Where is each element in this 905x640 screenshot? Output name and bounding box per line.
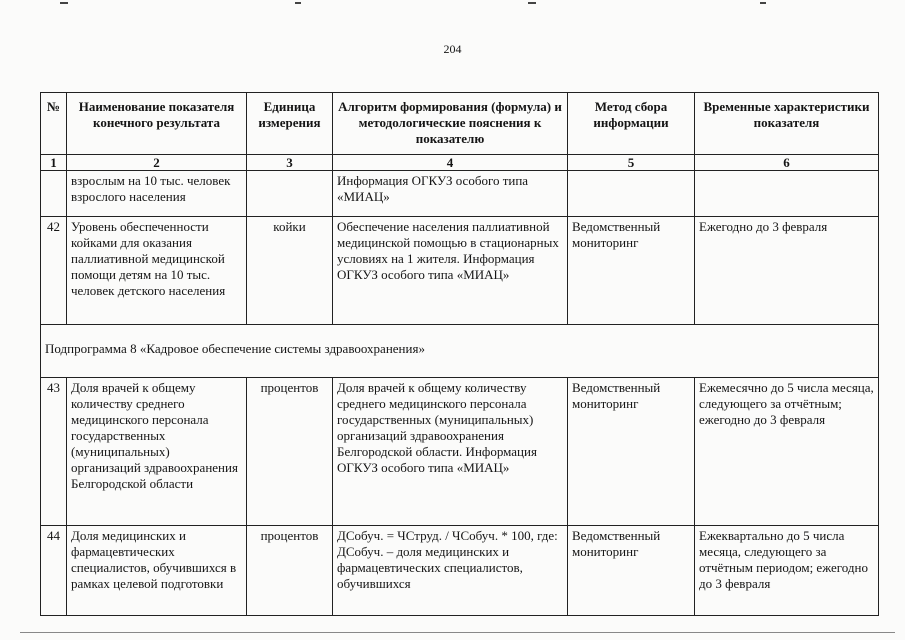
column-number: 6 [695, 155, 879, 171]
header-name: Наименование показателя конечного результата [67, 93, 247, 155]
indicator-unit: процентов [247, 526, 333, 616]
header-unit: Единица измерения [247, 93, 333, 155]
section-row [41, 325, 879, 378]
indicator-timing [695, 171, 879, 217]
table-row [41, 171, 879, 217]
indicator-timing: Ежегодно до 3 февраля [695, 217, 879, 325]
indicator-method: Ведомственный мониторинг [568, 217, 695, 325]
indicator-algorithm: ДСобуч. = ЧСтруд. / ЧСобуч. * 100, где: ДСобуч. – доля медицинских и фармацевтических специалистов, обучившихся [333, 526, 568, 616]
header-algorithm: Алгоритм формирования (формула) и методологические пояснения к показателю [333, 93, 568, 155]
row-number [41, 171, 67, 217]
indicator-name: Уровень обеспеченности койками для оказания паллиативной медицинской помощи детям на 10 тыс. человек детского населения [67, 217, 247, 325]
indicator-unit: процентов [247, 378, 333, 526]
page-number: 204 [443, 42, 462, 56]
table-row [41, 378, 879, 526]
row-number: 42 [41, 217, 67, 325]
indicator-unit: койки [247, 217, 333, 325]
indicator-unit [247, 171, 333, 217]
indicator-algorithm: Доля врачей к общему количеству среднего медицинского персонала государственных (муниципальных) организаций здравоохранения Белгородской области. Информация ОГКУЗ особого типа «МИАЦ» [333, 378, 568, 526]
indicator-method: Ведомственный мониторинг [568, 526, 695, 616]
indicator-method: Ведомственный мониторинг [568, 378, 695, 526]
column-number-row [41, 155, 879, 171]
scan-artifact [528, 2, 536, 4]
indicator-algorithm: Информация ОГКУЗ особого типа «МИАЦ» [333, 171, 568, 217]
table-row [41, 526, 879, 616]
row-number: 44 [41, 526, 67, 616]
table-header-row [41, 93, 879, 155]
column-number: 2 [67, 155, 247, 171]
indicator-name: взрослым на 10 тыс. человек взрослого населения [67, 171, 247, 217]
indicator-timing: Ежеквартально до 5 числа месяца, следующего за отчётным периодом; ежегодно до 3 февраля [695, 526, 879, 616]
column-number: 1 [41, 155, 67, 171]
column-number: 4 [333, 155, 568, 171]
header-method: Метод сбора информации [568, 93, 695, 155]
indicator-table [40, 92, 879, 616]
indicator-name: Доля врачей к общему количеству среднего медицинского персонала государственных (муниципальных) организаций здравоохранения Белгородской области [67, 378, 247, 526]
indicator-timing: Ежемесячно до 5 числа месяца, следующего за отчётным; ежегодно до 3 февраля [695, 378, 879, 526]
row-number: 43 [41, 378, 67, 526]
header-number: № [41, 93, 67, 155]
indicator-name: Доля медицинских и фармацевтических специалистов, обучившихся в рамках целевой подготовки [67, 526, 247, 616]
column-number: 3 [247, 155, 333, 171]
indicator-algorithm: Обеспечение населения паллиативной медицинской помощью в стационарных условиях на 1 жителя. Информация ОГКУЗ особого типа «МИАЦ» [333, 217, 568, 325]
header-timing: Временные характеристики показателя [695, 93, 879, 155]
indicator-method [568, 171, 695, 217]
scan-artifact [60, 2, 68, 4]
scan-artifact [760, 2, 766, 4]
section-title: Подпрограмма 8 «Кадровое обеспечение системы здравоохранения» [41, 325, 879, 378]
column-number: 5 [568, 155, 695, 171]
table-row [41, 217, 879, 325]
scan-artifact [295, 2, 301, 4]
scan-bottom-edge [20, 632, 895, 633]
